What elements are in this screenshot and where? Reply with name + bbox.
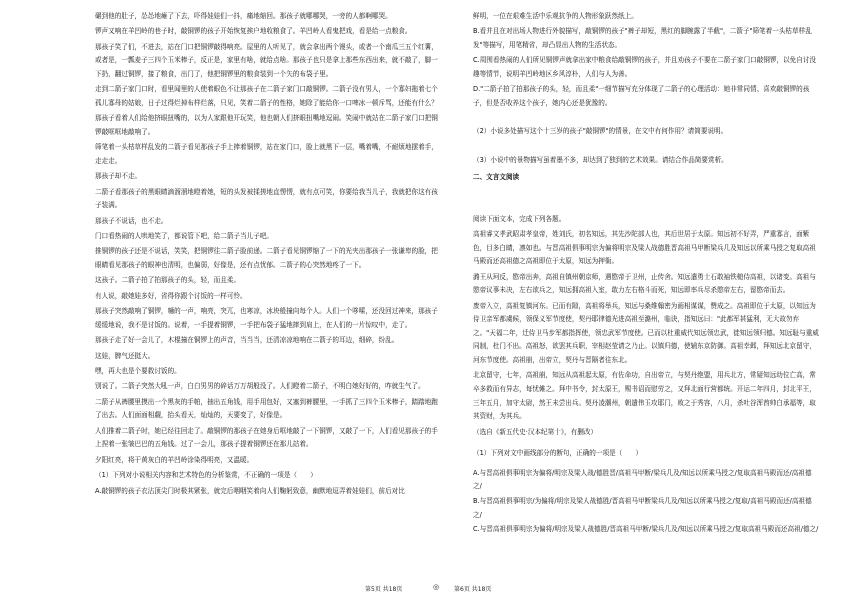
reading-intro: 阅读下面文本，完成下列各题。 (473, 214, 566, 223)
story-paragraph: 那孩子看着人们给他挤眼扭嘴的，以为人家跟他开玩笑，他也朝人们挤眼扭嘴地逗闹。笑闹中就站在二箭子家门口把铜锣敲哐哐地敲响了。 (95, 114, 438, 136)
question-1-intro: （1）下列对小说相关内容和艺术特色的分析鉴赏，不正确的一项是（ ） (95, 471, 317, 480)
spacer (473, 187, 819, 200)
story-paragraph: 那孩子走了好一会儿了，木棍撞在铜锣上的声音，当当当，还清凉凉地响在二箭子的耳边，细碎，纷乱。 (95, 336, 399, 345)
spacer (473, 200, 819, 213)
option-paragraph: B.看并且在对出场人物进行外貌描写，敲铜锣的孩子"裤子却短，黑红的脚腕露了半截"，二箭子"筛笔着一头枯草样乱发"等描写，用笔精省，却凸显出人物的生活状态。 (473, 27, 812, 49)
left-column (95, 10, 441, 500)
story-paragraph: 有人说，敲她娃多好，省得你跟个讨饭的一样可怜。 (95, 291, 247, 300)
story-paragraph: 别说了。二箭子突然大吼一声，白白男男的碎话万万胡般没了。人们瞪着二箭子，不明白她好好的，咋就生气了。 (95, 382, 425, 391)
spacer (473, 112, 819, 125)
story-paragraph: 筛笔着一头枯草样乱发的二箭子看见那孩子手上捧着铜锣，站在家门口，脸上就黑下一层，嘴着嘴，不耐烦地摆着手，走走走。 (95, 143, 438, 165)
story-paragraph: 走到二箭子家门口时，看里闻里的人使着眼色不让那孩子在二箭子家门口敲铜锣。二箭子没有男人，一个寡妇拖着七个孤儿寡母的姑娘，日子过得烂掉布样烂落，只见，笑着二箭子的性格，她除了能给你一口啤冰一顿斥骂，还能有什么？ (95, 85, 438, 107)
story-paragraph: 那孩子笑了们，不进去，站在门口把铜锣敲得响亮。屋里的人听见了，就会拿出两个馒头，或者一个南瓜三五个红薯，或者是，一瓢麦子三四个玉米棒子，反正是，家里有啥，就给点啥。那孩子也只是拿上那些东西出来，就不敲了，脚一下扔，翻过铜锣，接了粮食，出门了，他把铜锣里的粮食装到一个矢的布袋子里。 (95, 42, 438, 78)
story-paragraph: 这娃，脾气还挺大。 (95, 351, 155, 360)
option-paragraph: D."二箭子拍了拍那孩子的头，轻，而且柔"一细节描写充分体现了二箭子的心理活动：她非常同情、喜欢敲铜锣的孩子，但是否收养这个孩子，她内心还是犹豫的。 (473, 85, 810, 107)
story-paragraph: 嘿，再大也是个要救讨饭的。 (95, 367, 181, 375)
story-paragraph: 碾到他的肚子，怂怂地瘫了下去，吓得娃娃们一抖，痛地缩回。那孩子就哪哪哭，一旁的人都啊哪哭。 (95, 12, 392, 20)
story-paragraph: 那孩子却不走。 (95, 172, 142, 181)
passage-paragraph: 北京留守，七年，高祖崩，知远从高祖起太原，有佐命功，自出帝立，与契丹绝盟，用兵北方，常疑知远幼位亡高，常卒多救而有异志，每忧傩之。拜中书令，封太原王，赐书诏而慰劳之，又拜北面行营都统。开运二年四月，封北平王，三年五月，加守太尉，然王未尝出兵。契丹凌潮州，朝遣伟玉攻耶门，败之于秀容，八月，杀吐谷浑酋帅白承福等，取其资财，为其兵。 (473, 371, 816, 421)
answer-option: A.与晋高祖俱事明宗为偏将/明宗及梁人战/德胜晋/高祖马甲断/梁兵几及/知远以所乘马授之/复取高祖马殿而还/高祖德之/ (473, 468, 812, 491)
option-paragraph: C.周围看热闹的人们所见铜锣声就拿出家中粮食给敲铜锣的孩子，并且劝孩子不要在二箭子家门口敲铜锣，以免自讨没趣等情节，说明羊凹岭地区乡风淳朴，人们与人为善。 (473, 56, 816, 78)
story-paragraph: 那孩子突然敲响了铜锣，嗵的一声，响亮，突兀，也寒凉，冰块般撞向每个人。人们一个哆嗦，还没回过神来，那孩子缓缓地说，我不是讨饭的。说着，一手提着铜锣，一手把布袋子猛地摔到肩上，在人们的一片惊叹中，走了。 (95, 307, 438, 329)
story-paragraph: 推铜锣的孩子还是不说话，笑笑，把铜锣往二箭子脸前递。二箭子看见铜锣缩了一下的光夹出那孩子一张谦卑的脸，把眼睛看见那孩子的眼神也清明，也偏弱，好像是，还有点忧郁。二箭子的心突然地疼了一下。 (95, 247, 438, 270)
story-paragraph: 二箭子看那孩子的黑眼睛滴溜溜地瞪着她，短的头发被揉搓地直愣愣，就有点可笑，你要给我当儿子，我就把你这有孩子装满。 (95, 187, 438, 210)
story-paragraph: 这孩子。二箭子拍了拍那孩子的头，轻，而且柔。 (95, 276, 241, 285)
option-paragraph: 鲜明，一位在艰难生活中乐观抗争的人物形象跃然纸上。 (473, 12, 638, 20)
classical-passage (473, 228, 819, 439)
right-paragraphs-top (473, 10, 819, 111)
story-paragraph: 门口看热闹的人哄地笑了，都说管下吧，给二箭子当儿子吧。 (95, 232, 274, 241)
section-heading: 二、文言文阅读 (473, 173, 520, 182)
story-paragraph: 人们推着二箭子时，她已经往回走了。敲铜锣的那孩子在她身后哐地敲了一下铜锣，又敲了一下，人们看见那孩子的手上捏着一张皱巴巴的五角钱。过了一会儿，那孩子提着铜锣还在那儿站着。 (95, 426, 438, 449)
right-column (473, 10, 819, 538)
story-paragraph: 二箭子从裤腰里摸出一个黑灰的手帕，抽出五角钱，用手用包好，又塞到裤腰里，一手抓了三四个玉米棒子，踏踏地跑了出去。人们面面相觑，抬头看天，灿灿的，天要变了，好像是。 (95, 397, 438, 420)
answer-option: C.与晋高祖俱事明宗为偏将/明宗及梁人战德胜/晋高祖马甲断/梁兵几及/知远以所乘马授之/复取高祖马殿而还高祖/德之/ (473, 525, 819, 534)
answer-options (473, 467, 819, 537)
answer-option: B.与晋高祖俱事明宗/为偏将/明宗及梁人战德胜/晋高祖马甲断梁兵几及/知远以所乘马授之/复取/高祖马殿而还/高祖德之/ (473, 496, 812, 519)
passage-paragraph: （选自《新五代史·汉本纪第十》，有删改） (473, 427, 598, 436)
passage-paragraph: 潞王从珂反，愍帝出奔，高祖自镇州朝京师，遇愍帝于卫州，止传舍。知远遣勇士石敢袖铁槌侍高祖，以诸变。高祖与愍帝议事未决，左右欲兵之，知远拥高祖入室，敢力左右格斗而死，知远即率兵尽杀愍帝左右，留愍帝而去。 (473, 272, 816, 295)
left-paragraphs (95, 10, 441, 467)
page-number-left: 第5页 共18页 (365, 586, 403, 593)
binding-circle-icon: ◎ (433, 583, 440, 591)
story-paragraph: 锣声又响在羊凹岭的巷子时，敲铜锣的孩子开始恢复挨户地收粮食了。羊凹岭人看鬼把戏，看是给一点粮食。 (95, 27, 412, 36)
page-number-right: 第6页 共18页 (454, 586, 492, 593)
passage-paragraph: 废帝入立，高祖复镇河东。已而有隙，高祖将举兵，知远与桑维翰密为画相谋谋，赞成之。高祖即位于太原，以知远为侍卫亲军都虞候，领保义军节度使，契丹耶律德光进高祖至潞州，临诀，指知远曰："此都军甚猛利，无大故勿弃之。"天福二年，迁侍卫马步军都指挥使，领忠武军节度使。已而以杜重威代知远领忠武，徙知远领归德。知远耻与重威同制，杜门不出。高祖怒，欲罢其兵职，宰相赵莹请之乃止。以镇归德，使辅东京防御。高祖幸邺，拜知远北京留守，河东节度使。高祖崩，出帝立，契丹与晋隔者往东北。 (473, 301, 819, 365)
question-3: （3）小说中的景物描写虽着墨不多，却达到了独到的艺术效果。请结合作品简要赏析。 (473, 155, 728, 164)
passage-paragraph: 高祖睿文孝武昭肃孝皇帝，姓刘氏，初名知远，其先沙陀部人也，其后世居于太原。知远初不好弄，严重寡言，面紫色，目多白睛，凛如也。与晋高祖俱事明宗为偏将明宗及梁人战德胜晋高祖马甲断梁兵几及知远以所乘马授之复取高祖马殿而还高祖德之高祖即位于太原，知远为押衙。 (473, 230, 816, 266)
question-2: （2）小说多处描写这个十三岁的孩子"敲铜锣"的情景，在文中有何作用？请简要说明。 (473, 127, 728, 136)
spacer (473, 141, 819, 154)
story-paragraph: 那孩子不说话，也不走。 (95, 216, 168, 225)
classical-question-intro: （1）下列对文中画线部分的断句，正确的一项是（ ） (473, 449, 643, 458)
story-paragraph: 夕阳红亮，将干黄灰白的羊凹岭涂染得明亮，又温暖。 (95, 455, 254, 464)
option-a: A.敲铜锣的孩子衣沾顶尖门时极其紧张，就完后咽咽笑着向人们鞠躬致意，幽默地逗弄着娃娃们，前后对比 (95, 486, 405, 495)
